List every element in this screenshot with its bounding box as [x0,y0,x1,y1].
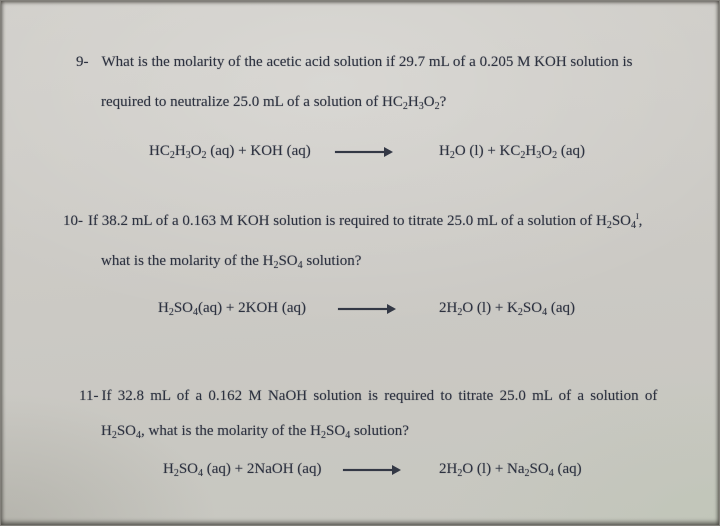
reaction-arrow-icon [343,469,399,471]
question-9-line-2: required to neutralize 25.0 mL of a solution of $HC_2H_3O_2$? [101,94,447,112]
equation-11-products: $2H_2O$ $(l) + Na_2SO_4$ (aq) [439,461,582,479]
question-11-line-2: $H_2SO_4$, what is the molarity of the $H_2SO_4$ solution? [101,423,409,441]
question-10-number: 10- [63,213,83,229]
question-10-text: If 38.2 mL of a 0.163 M KOH solution is required to titrate 25.0 mL of a solution of $H_2SO_4^I$, [88,212,643,231]
question-9-text: What is the molarity of the acetic acid solution if 29.7 mL of a 0.205 M KOH solution is [101,54,633,70]
question-10-line-1 [63,211,642,231]
question-11-number: 11- [79,388,99,404]
equation-9-reactants: $HC_2H_3O_2$ (aq) + KOH (aq) [149,143,311,161]
question-11-text: If 32.8 mL of a 0.162 M NaOH solution is required to titrate 25.0 mL of a solution of [101,388,658,404]
reaction-arrow-icon [338,308,394,310]
equation-10-products: $2H_2O$ $(l) + K_2SO_4$ (aq) [439,300,575,318]
question-10-line-2: what is the molarity of the $H_2SO_4$ solution? [101,253,362,271]
question-11-line-1 [79,386,657,406]
equation-10-reactants: $H_2SO_4(aq) + 2KOH$ (aq) [158,300,307,318]
equation-11-reactants: $H_2SO_4$ (aq) + 2NaOH (aq) [163,461,322,479]
reaction-arrow-icon [335,151,391,153]
question-9-line-1 [76,52,633,72]
question-9-number: 9- [76,54,89,70]
equation-9-products: $H_2O$ $(l) + KC_2H_3O_2$ (aq) [439,143,585,161]
